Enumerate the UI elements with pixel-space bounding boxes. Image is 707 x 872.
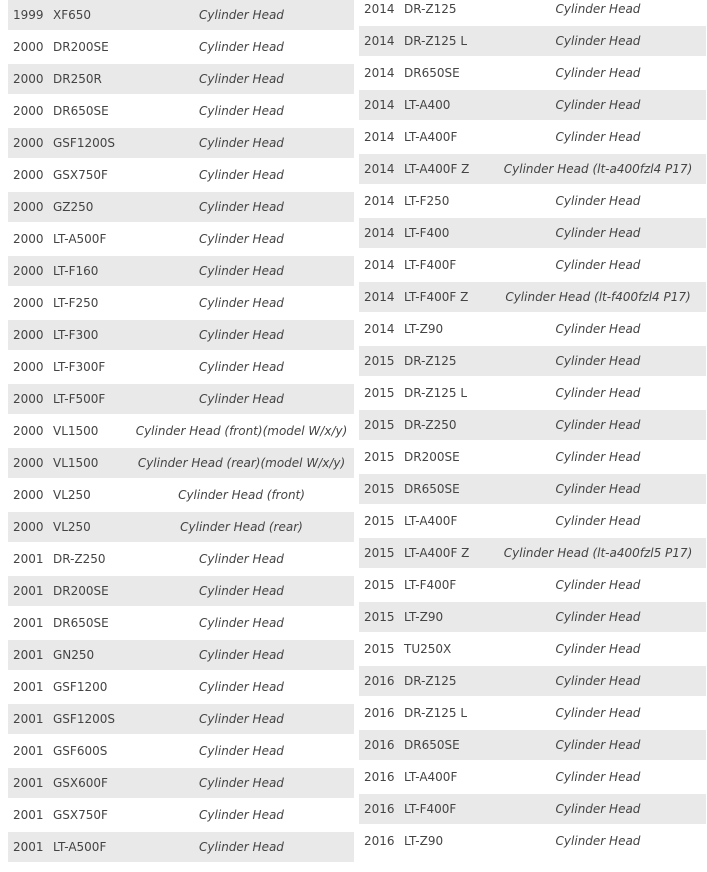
model-cell: DR-Z125 (404, 673, 457, 688)
part-description[interactable]: Cylinder Head (199, 552, 284, 566)
table-row (359, 26, 706, 56)
model-cell: GSF1200 (53, 679, 108, 694)
model-cell: GSX750F (53, 807, 108, 822)
year-cell: 2015 (364, 546, 395, 560)
year-cell: 2001 (13, 776, 44, 790)
part-description[interactable]: Cylinder Head (199, 136, 284, 150)
model-cell: GSF1200S (53, 711, 115, 726)
year-cell: 2000 (13, 200, 44, 214)
table-row (8, 256, 354, 286)
model-cell: LT-A400F Z (404, 161, 470, 176)
table-row (359, 314, 706, 344)
model-cell: LT-F250 (404, 193, 450, 208)
model-cell: DR250R (53, 71, 102, 86)
year-cell: 2014 (364, 162, 395, 176)
year-cell: 2015 (364, 450, 395, 464)
model-cell: LT-Z90 (404, 833, 444, 848)
part-description[interactable]: Cylinder Head (555, 354, 641, 368)
table-row (8, 576, 354, 606)
part-description[interactable]: Cylinder Head (lt-a400fzl4 P17) (503, 162, 693, 176)
table-row (359, 794, 706, 824)
table-row (8, 128, 354, 158)
part-description[interactable]: Cylinder Head (199, 232, 284, 246)
model-cell: TU250X (404, 641, 452, 656)
part-description[interactable]: Cylinder Head (front) (178, 488, 305, 502)
model-cell: DR650SE (404, 481, 460, 496)
table-row (8, 512, 354, 542)
model-cell: DR-Z125 L (404, 33, 468, 48)
part-description[interactable]: Cylinder Head (555, 34, 641, 48)
table-row (359, 122, 706, 152)
year-cell: 2014 (364, 322, 395, 336)
table-row (8, 640, 354, 670)
table-row (359, 378, 706, 408)
part-description[interactable]: Cylinder Head (lt-f400fzl4 P17) (505, 290, 691, 304)
year-cell: 1999 (13, 8, 44, 22)
model-cell: DR-Z125 L (404, 385, 468, 400)
part-description[interactable]: Cylinder Head (555, 706, 641, 720)
table-row (359, 762, 706, 792)
model-cell: VL250 (53, 519, 91, 534)
part-description[interactable]: Cylinder Head (555, 738, 641, 752)
table-row (8, 320, 354, 350)
year-cell: 2015 (364, 514, 395, 528)
table-row (8, 192, 354, 222)
part-description[interactable]: Cylinder Head (555, 258, 641, 272)
year-cell: 2000 (13, 296, 44, 310)
table-row (359, 666, 706, 696)
part-description[interactable]: Cylinder Head (555, 674, 641, 688)
model-cell: XF650 (53, 7, 92, 22)
part-description[interactable]: Cylinder Head (199, 392, 284, 406)
part-description[interactable]: Cylinder Head (rear)(model W/x/y) (137, 456, 346, 470)
table-row (359, 698, 706, 728)
model-cell: VL1500 (53, 423, 99, 438)
model-cell: DR650SE (404, 737, 460, 752)
table-row (359, 0, 706, 24)
year-cell: 2015 (364, 354, 395, 368)
table-row (359, 570, 706, 600)
year-cell: 2015 (364, 386, 395, 400)
part-description[interactable]: Cylinder Head (199, 648, 284, 662)
part-description[interactable]: Cylinder Head (555, 642, 641, 656)
part-description[interactable]: Cylinder Head (199, 200, 284, 214)
table-row (8, 384, 354, 414)
model-cell: GZ250 (53, 199, 94, 214)
year-cell: 2000 (13, 328, 44, 342)
table-row (359, 58, 706, 88)
part-description[interactable]: Cylinder Head (199, 680, 284, 694)
part-description[interactable]: Cylinder Head (555, 450, 641, 464)
year-cell: 2014 (364, 34, 395, 48)
year-cell: 2000 (13, 392, 44, 406)
model-cell: GSX600F (53, 775, 108, 790)
model-cell: LT-F500F (53, 391, 106, 406)
table-row (8, 736, 354, 766)
year-cell: 2000 (13, 360, 44, 374)
table-row (359, 90, 706, 120)
part-description[interactable]: Cylinder Head (555, 802, 641, 816)
year-cell: 2001 (13, 712, 44, 726)
year-cell: 2001 (13, 840, 44, 854)
model-cell: LT-Z90 (404, 609, 444, 624)
year-cell: 2000 (13, 488, 44, 502)
table-row (359, 154, 706, 184)
model-cell: LT-F300 (53, 327, 99, 342)
part-description[interactable]: Cylinder Head (199, 104, 284, 118)
model-cell: LT-Z90 (404, 321, 444, 336)
part-description[interactable]: Cylinder Head (555, 194, 641, 208)
model-cell: LT-A400F (404, 129, 458, 144)
part-description[interactable]: Cylinder Head (555, 770, 641, 784)
year-cell: 2000 (13, 104, 44, 118)
table-row (8, 800, 354, 830)
model-cell: DR-Z125 (404, 353, 457, 368)
part-description[interactable]: Cylinder Head (199, 616, 284, 630)
part-description[interactable]: Cylinder Head (555, 514, 641, 528)
year-cell: 2015 (364, 642, 395, 656)
model-cell: DR650SE (404, 65, 460, 80)
table-row (359, 634, 706, 664)
part-description[interactable]: Cylinder Head (555, 322, 641, 336)
model-cell: LT-A400 (404, 97, 451, 112)
table-row (359, 602, 706, 632)
table-row (8, 480, 354, 510)
table-row (359, 442, 706, 472)
model-cell: GN250 (53, 647, 95, 662)
table-row (8, 448, 354, 478)
year-cell: 2014 (364, 98, 395, 112)
table-row (8, 288, 354, 318)
table-row (359, 218, 706, 248)
part-description[interactable]: Cylinder Head (555, 226, 641, 240)
part-description[interactable]: Cylinder Head (555, 66, 641, 80)
part-description[interactable]: Cylinder Head (555, 578, 641, 592)
model-cell: LT-F400F (404, 801, 457, 816)
model-cell: LT-A500F (53, 231, 107, 246)
table-row (359, 410, 706, 440)
year-cell: 2015 (364, 610, 395, 624)
year-cell: 2001 (13, 648, 44, 662)
year-cell: 2016 (364, 770, 395, 784)
part-description[interactable]: Cylinder Head (199, 72, 284, 86)
part-description[interactable]: Cylinder Head (199, 8, 284, 22)
year-cell: 2000 (13, 520, 44, 534)
part-description[interactable]: Cylinder Head (199, 328, 284, 342)
table-row (359, 730, 706, 760)
part-description[interactable]: Cylinder Head (555, 418, 641, 432)
year-cell: 2015 (364, 418, 395, 432)
year-cell: 2016 (364, 834, 395, 848)
model-cell: LT-F300F (53, 359, 106, 374)
year-cell: 2016 (364, 738, 395, 752)
part-description[interactable]: Cylinder Head (199, 360, 284, 374)
model-cell: DR200SE (53, 583, 109, 598)
year-cell: 2000 (13, 232, 44, 246)
table-row (8, 0, 354, 30)
table-row (359, 346, 706, 376)
year-cell: 2000 (13, 72, 44, 86)
model-cell: LT-F400 (404, 225, 450, 240)
table-row (8, 608, 354, 638)
model-cell: LT-A400F (404, 769, 458, 784)
model-cell: DR650SE (53, 615, 109, 630)
part-description[interactable]: Cylinder Head (199, 264, 284, 278)
year-cell: 2000 (13, 456, 44, 470)
part-description[interactable]: Cylinder Head (555, 2, 641, 16)
year-cell: 2014 (364, 130, 395, 144)
part-description[interactable]: Cylinder Head (199, 712, 284, 726)
model-cell: LT-A400F (404, 513, 458, 528)
year-cell: 2014 (364, 2, 395, 16)
model-cell: DR-Z250 (53, 551, 106, 566)
table-row (8, 64, 354, 94)
table-row (8, 768, 354, 798)
table-row (8, 672, 354, 702)
part-description[interactable]: Cylinder Head (lt-a400fzl5 P17) (503, 546, 693, 560)
model-cell: LT-F400F (404, 577, 457, 592)
model-cell: GSF1200S (53, 135, 115, 150)
part-description[interactable]: Cylinder Head (199, 808, 284, 822)
model-cell: GSX750F (53, 167, 108, 182)
part-description[interactable]: Cylinder Head (199, 296, 284, 310)
year-cell: 2001 (13, 680, 44, 694)
part-description[interactable]: Cylinder Head (555, 834, 641, 848)
part-description[interactable]: Cylinder Head (555, 482, 641, 496)
year-cell: 2000 (13, 168, 44, 182)
year-cell: 2015 (364, 482, 395, 496)
part-description[interactable]: Cylinder Head (555, 98, 641, 112)
model-cell: LT-F400F (404, 257, 457, 272)
part-description[interactable]: Cylinder Head (front)(model W/x/y) (135, 424, 348, 438)
year-cell: 2014 (364, 226, 395, 240)
year-cell: 2001 (13, 616, 44, 630)
table-row (8, 544, 354, 574)
year-cell: 2000 (13, 136, 44, 150)
year-cell: 2014 (364, 194, 395, 208)
model-cell: DR200SE (404, 449, 460, 464)
model-cell: VL250 (53, 487, 91, 502)
model-cell: DR-Z125 L (404, 705, 468, 720)
year-cell: 2016 (364, 706, 395, 720)
year-cell: 2000 (13, 264, 44, 278)
year-cell: 2016 (364, 674, 395, 688)
table-row (359, 506, 706, 536)
table-row (359, 474, 706, 504)
part-description[interactable]: Cylinder Head (555, 386, 641, 400)
model-cell: DR-Z125 (404, 1, 457, 16)
year-cell: 2001 (13, 744, 44, 758)
model-cell: LT-A400F Z (404, 545, 470, 560)
table-row (359, 282, 706, 312)
year-cell: 2016 (364, 802, 395, 816)
part-description[interactable]: Cylinder Head (199, 40, 284, 54)
table-row (359, 826, 706, 856)
part-description[interactable]: Cylinder Head (555, 130, 641, 144)
table-row (359, 538, 706, 568)
table-row (359, 250, 706, 280)
table-row (8, 32, 354, 62)
year-cell: 2001 (13, 808, 44, 822)
part-description[interactable]: Cylinder Head (199, 168, 284, 182)
year-cell: 2000 (13, 40, 44, 54)
part-description[interactable]: Cylinder Head (199, 744, 284, 758)
table-row (359, 186, 706, 216)
table-row (8, 224, 354, 254)
part-description[interactable]: Cylinder Head (199, 584, 284, 598)
model-cell: LT-A500F (53, 839, 107, 854)
year-cell: 2014 (364, 290, 395, 304)
year-cell: 2000 (13, 424, 44, 438)
year-cell: 2001 (13, 584, 44, 598)
left-parts-table (8, 0, 354, 864)
model-cell: LT-F160 (53, 263, 99, 278)
part-description[interactable]: Cylinder Head (199, 776, 284, 790)
part-description[interactable]: Cylinder Head (199, 840, 284, 854)
part-description[interactable]: Cylinder Head (rear) (180, 520, 303, 534)
year-cell: 2001 (13, 552, 44, 566)
model-cell: DR650SE (53, 103, 109, 118)
table-row (8, 704, 354, 734)
table-row (8, 416, 354, 446)
model-cell: DR-Z250 (404, 417, 457, 432)
table-row (8, 352, 354, 382)
year-cell: 2015 (364, 578, 395, 592)
year-cell: 2014 (364, 66, 395, 80)
table-row (8, 160, 354, 190)
part-description[interactable]: Cylinder Head (555, 610, 641, 624)
model-cell: LT-F250 (53, 295, 99, 310)
model-cell: VL1500 (53, 455, 99, 470)
table-row (8, 96, 354, 126)
model-cell: GSF600S (53, 743, 108, 758)
year-cell: 2014 (364, 258, 395, 272)
model-cell: DR200SE (53, 39, 109, 54)
right-parts-table (359, 0, 706, 858)
model-cell: LT-F400F Z (404, 289, 469, 304)
table-row (8, 832, 354, 862)
